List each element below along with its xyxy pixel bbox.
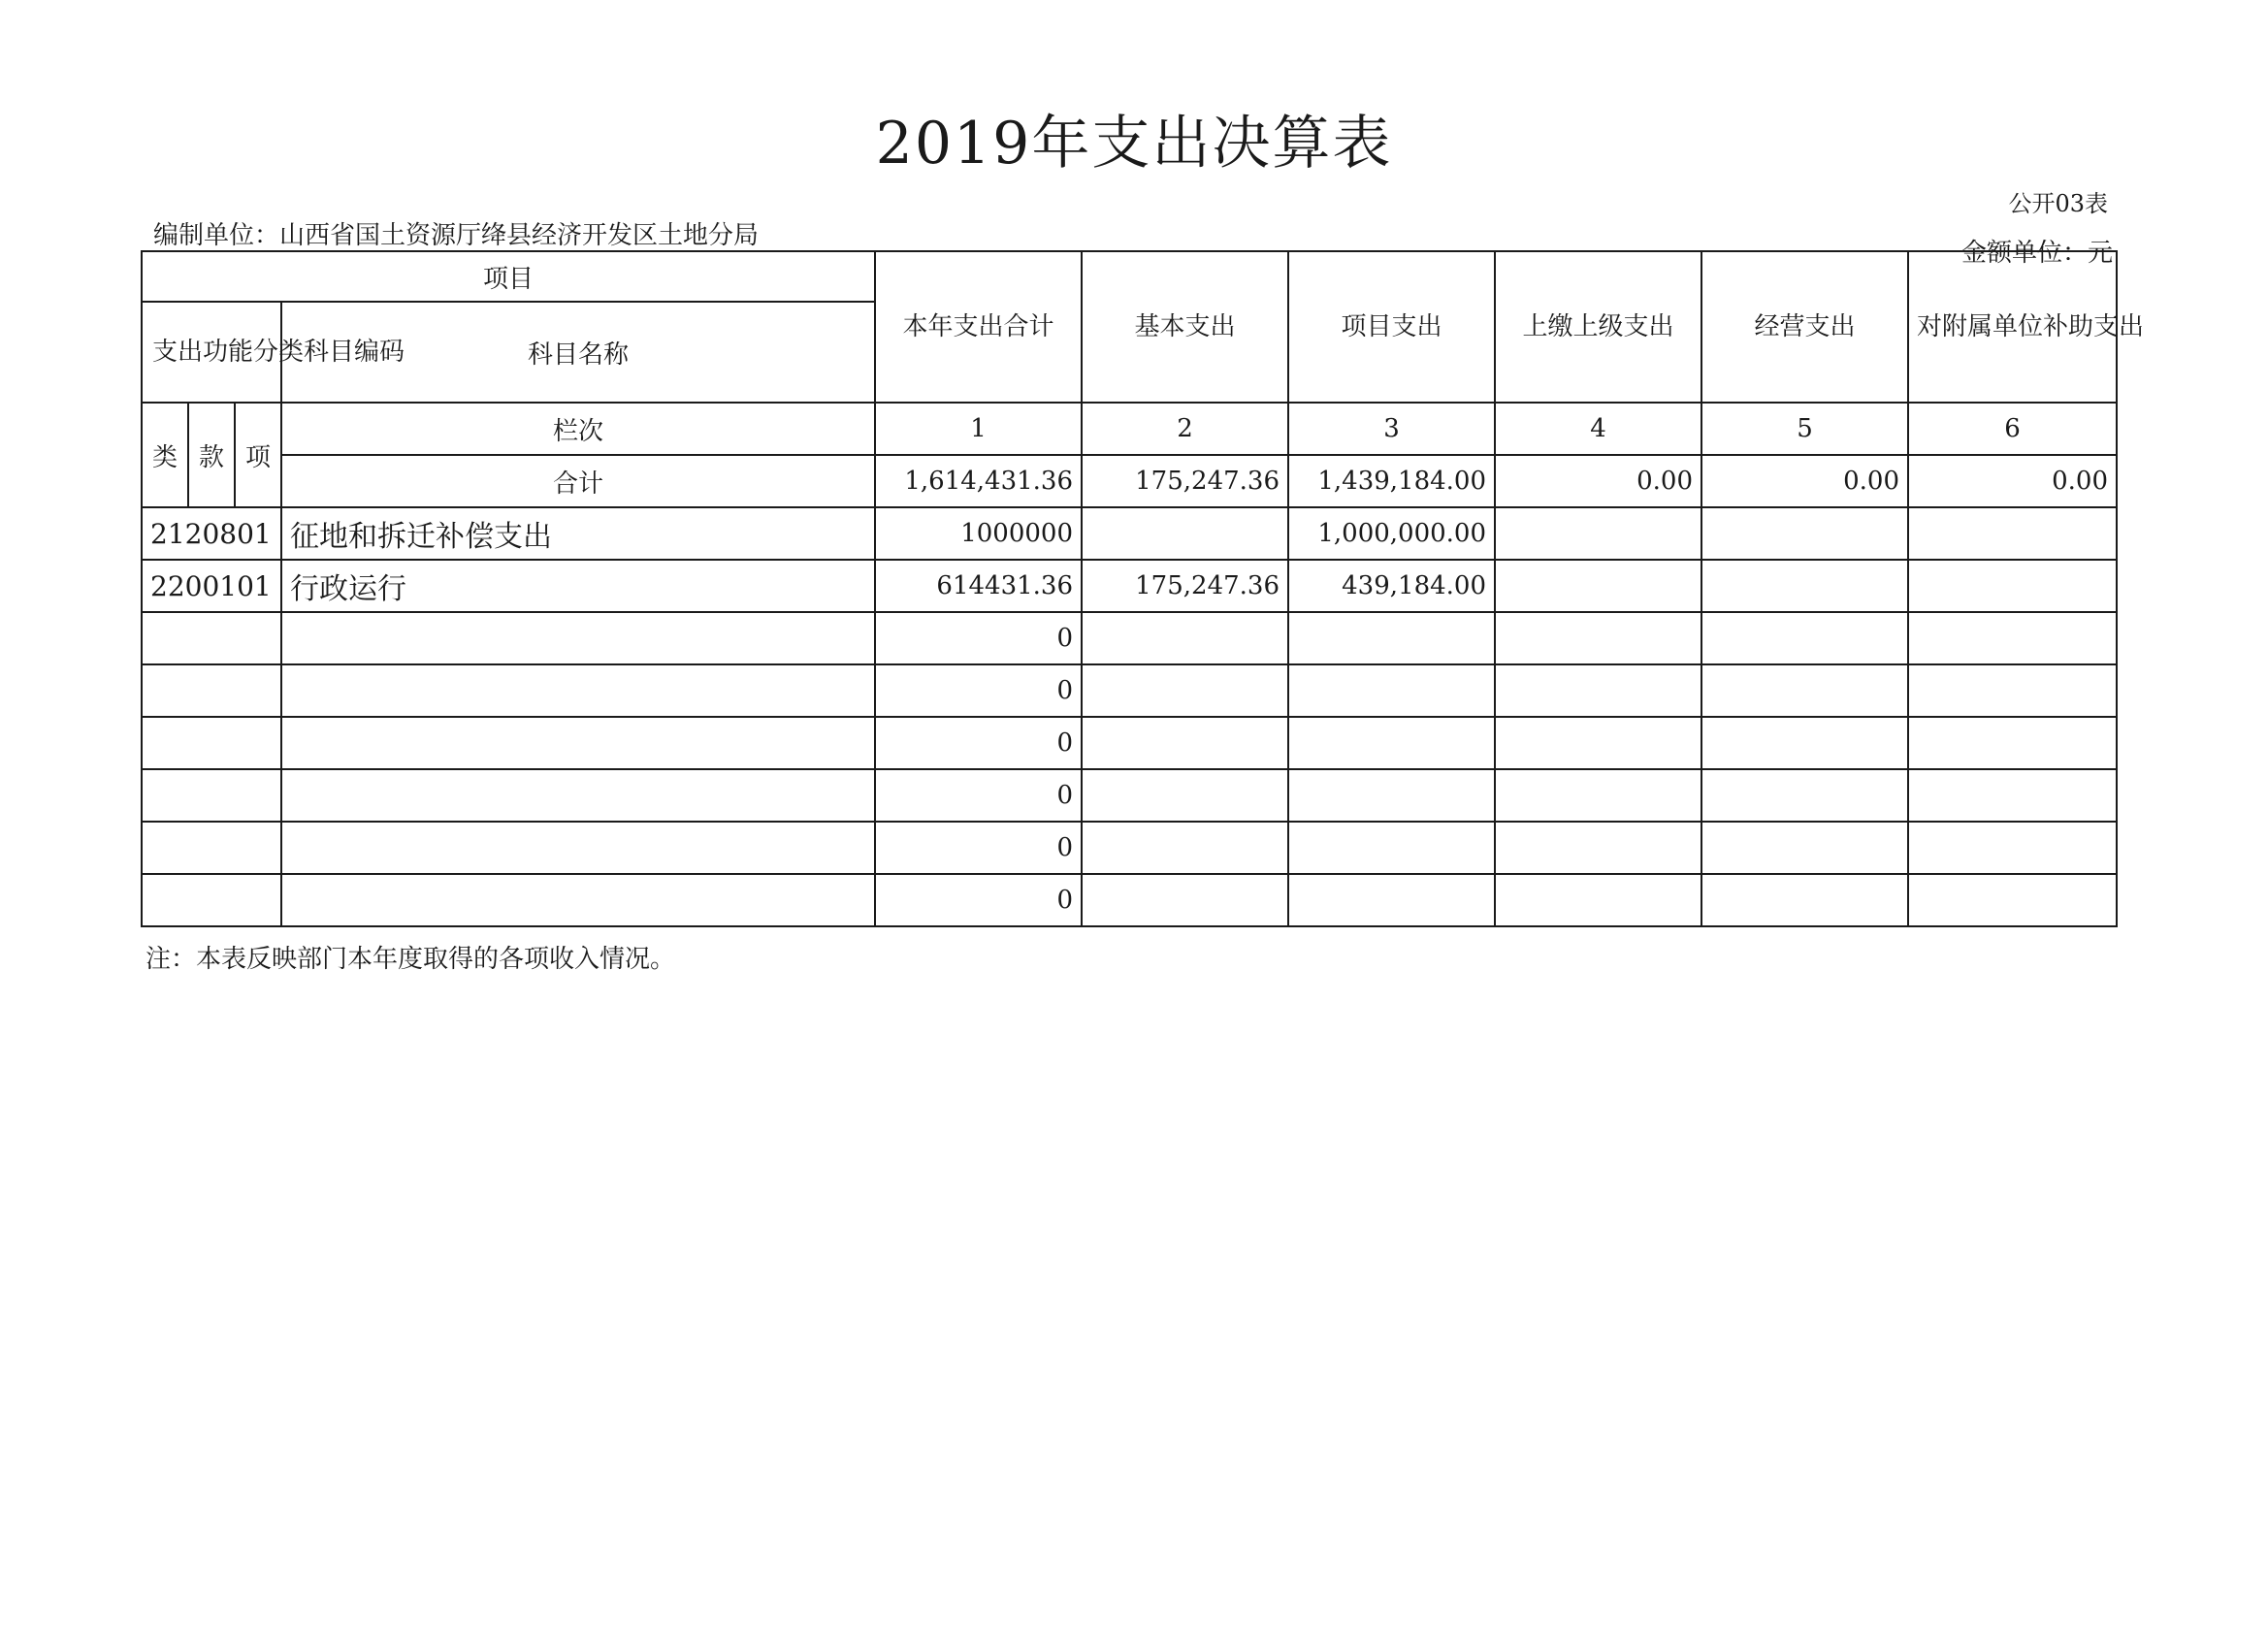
amount-cell: [1082, 612, 1288, 664]
amount-cell: 0: [875, 874, 1082, 926]
amount-cell: [1288, 664, 1495, 717]
amount-cell: [1701, 560, 1908, 612]
table-row: [142, 717, 2117, 769]
amount-unit: 金额单位：元: [1960, 239, 2113, 268]
amount-cell: [1908, 822, 2117, 874]
subject-code: [142, 822, 281, 874]
amount-cell: [1908, 612, 2117, 664]
col-basic-header: 基本支出: [1082, 251, 1288, 403]
header-row-project: [142, 251, 2117, 302]
page-title: 2019年支出决算表: [875, 110, 1393, 178]
column-number: 2: [1082, 403, 1288, 455]
subject-code: [142, 612, 281, 664]
column-number-label: 栏次: [281, 403, 875, 455]
amount-cell: [1288, 874, 1495, 926]
column-number: 5: [1701, 403, 1908, 455]
amount-cell: 439,184.00: [1288, 560, 1495, 612]
table-row: [142, 822, 2117, 874]
lei-header: 类: [142, 403, 188, 507]
amount-cell: [1082, 664, 1288, 717]
subject-name: [281, 874, 875, 926]
column-number: 3: [1288, 403, 1495, 455]
amount-cell: [1495, 822, 1701, 874]
amount-cell: [1082, 822, 1288, 874]
table-row: [142, 874, 2117, 926]
amount-cell: 1,000,000.00: [1288, 507, 1495, 560]
column-number: 4: [1495, 403, 1701, 455]
amount-cell: [1495, 717, 1701, 769]
subject-code: [142, 769, 281, 822]
amount-cell: [1908, 507, 2117, 560]
subject-name: [281, 717, 875, 769]
amount-cell: [1082, 874, 1288, 926]
col-subsidy-header: 对附属单位补助支出: [1908, 251, 2117, 403]
amount-cell: [1908, 717, 2117, 769]
amount-cell: 614431.36: [875, 560, 1082, 612]
table-row: [142, 560, 2117, 612]
amount-cell: [1701, 717, 1908, 769]
amount-cell: [1495, 560, 1701, 612]
compiling-unit: 编制单位：山西省国土资源厅绛县经济开发区土地分局: [153, 221, 760, 250]
col-total-header: 本年支出合计: [875, 251, 1082, 403]
footnote: 注：本表反映部门本年度取得的各项收入情况。: [146, 945, 676, 974]
subject-name: [281, 664, 875, 717]
amount-cell: [1288, 769, 1495, 822]
column-number: 1: [875, 403, 1082, 455]
amount-cell: 0: [875, 822, 1082, 874]
expenditure-table: [141, 250, 2145, 927]
column-number-row: [142, 403, 2117, 455]
amount-cell: [1495, 664, 1701, 717]
table-row: [142, 769, 2117, 822]
project-header: 项目: [142, 251, 875, 302]
col-remit-header: 上缴上级支出: [1495, 251, 1701, 403]
total-value: 0.00: [1908, 455, 2117, 507]
amount-cell: 175,247.36: [1082, 560, 1288, 612]
amount-cell: [1908, 769, 2117, 822]
amount-cell: 1000000: [875, 507, 1082, 560]
amount-cell: 0: [875, 664, 1082, 717]
total-label: 合计: [281, 455, 875, 507]
subject-code: [142, 874, 281, 926]
total-value: 175,247.36: [1082, 455, 1288, 507]
table-row: [142, 612, 2117, 664]
amount-cell: [1701, 822, 1908, 874]
amount-cell: 0: [875, 612, 1082, 664]
amount-cell: [1701, 612, 1908, 664]
total-value: 1,439,184.00: [1288, 455, 1495, 507]
amount-cell: [1082, 717, 1288, 769]
total-value: 0.00: [1701, 455, 1908, 507]
subject-name: [281, 822, 875, 874]
subject-code: [142, 717, 281, 769]
amount-cell: [1495, 769, 1701, 822]
amount-cell: [1288, 612, 1495, 664]
column-number: 6: [1908, 403, 2117, 455]
amount-cell: [1908, 874, 2117, 926]
subject-code: 2200101: [142, 560, 281, 612]
amount-cell: [1288, 822, 1495, 874]
col-business-header: 经营支出: [1701, 251, 1908, 403]
total-row: [142, 455, 2117, 507]
func-code-header: 支出功能分类科目编码: [142, 302, 281, 403]
amount-cell: [1082, 507, 1288, 560]
col-project-header: 项目支出: [1288, 251, 1495, 403]
subject-code: [142, 664, 281, 717]
amount-cell: 0: [875, 717, 1082, 769]
amount-cell: [1701, 769, 1908, 822]
subject-name: 行政运行: [281, 560, 875, 612]
form-code: 公开03表: [2008, 190, 2108, 217]
amount-cell: [1701, 874, 1908, 926]
table-row: [142, 507, 2117, 560]
subject-name: [281, 769, 875, 822]
subject-code: 2120801: [142, 507, 281, 560]
amount-cell: 0: [875, 769, 1082, 822]
subject-name: 征地和拆迁补偿支出: [281, 507, 875, 560]
table-row: [142, 664, 2117, 717]
kuan-header: 款: [188, 403, 235, 507]
amount-cell: [1701, 507, 1908, 560]
amount-cell: [1701, 664, 1908, 717]
subject-name: [281, 612, 875, 664]
subject-name-header: 科目名称: [281, 302, 875, 403]
amount-cell: [1495, 874, 1701, 926]
amount-cell: [1495, 507, 1701, 560]
amount-cell: [1495, 612, 1701, 664]
amount-cell: [1908, 664, 2117, 717]
amount-cell: [1288, 717, 1495, 769]
xiang-header: 项: [235, 403, 281, 507]
total-value: 1,614,431.36: [875, 455, 1082, 507]
total-value: 0.00: [1495, 455, 1701, 507]
amount-cell: [1082, 769, 1288, 822]
amount-cell: [1908, 560, 2117, 612]
